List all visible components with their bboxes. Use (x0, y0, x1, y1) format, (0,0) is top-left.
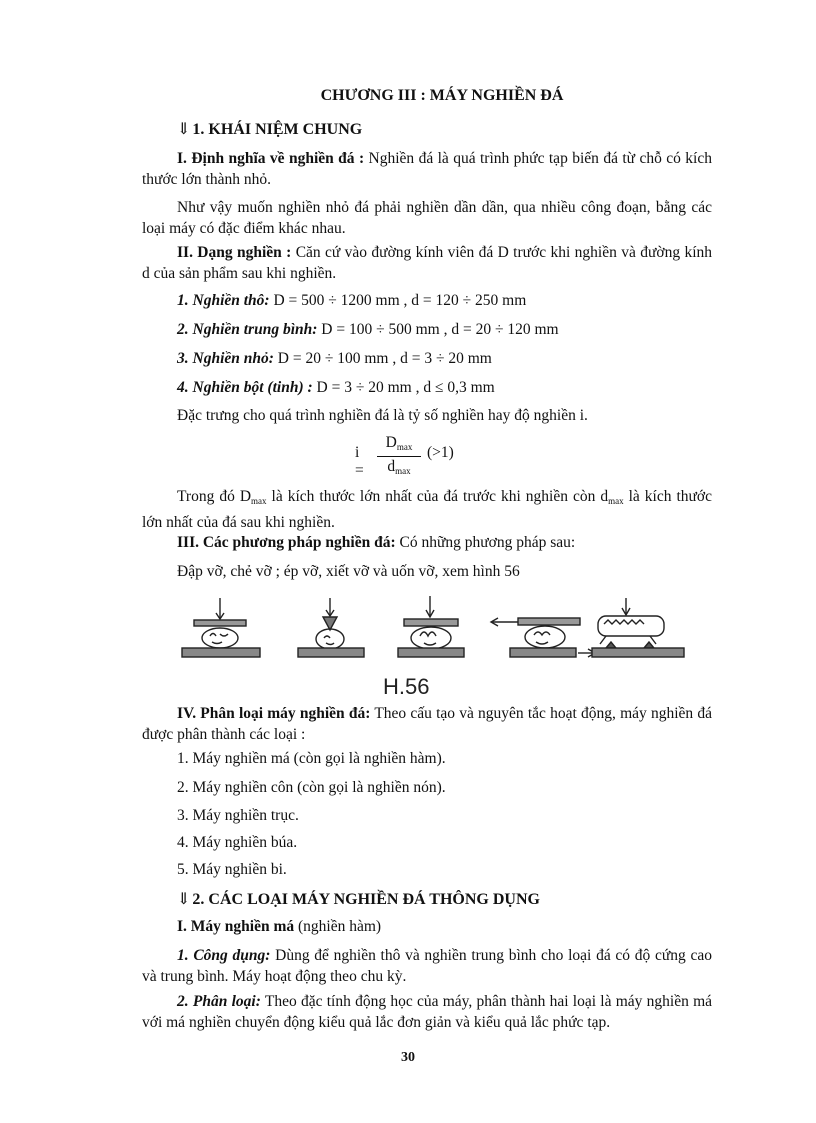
classification-paragraph (142, 703, 712, 745)
methods-text: Có những phương pháp sau: (395, 534, 576, 551)
classification-text: Theo cấu tạo và nguyên tắc hoạt động, máy nghiền đá được phân thành các loại : (142, 705, 712, 743)
page-number: 30 (401, 1050, 415, 1065)
figure-impact (398, 596, 464, 657)
where-paragraph (142, 486, 712, 533)
where-text-c: là kích thước lớn nhất của đá sau khi nghiền. (142, 488, 712, 531)
methods-paragraph (177, 534, 575, 552)
where-sub-a: max (251, 496, 267, 506)
classification2-text: Theo đặc tính động học của máy, phân thành hai loại là máy nghiền má với má nghiền chuyển động kiểu quả lắc đơn giản và kiểu quả lắc phức tạp. (142, 993, 713, 1031)
definition-paragraph (142, 148, 712, 190)
machine-list-item: 3. Máy nghiền trục. (177, 807, 299, 824)
crushing-type-coarse (177, 292, 526, 310)
figure-label: H.56 (383, 674, 430, 699)
crushing-type-powder (177, 379, 495, 397)
crushing-types-paragraph (142, 242, 712, 284)
down-arrow-icon: ⇓ (177, 891, 191, 908)
jaw-crusher-label: I. Máy nghiền má (177, 918, 295, 935)
figure-56-crushing-methods (180, 596, 720, 700)
crushing-type-range: D = 20 ÷ 100 mm , d = 3 ÷ 20 mm (273, 350, 492, 367)
formula-den-var: d (387, 458, 396, 475)
formula-numerator (379, 434, 419, 452)
crushing-types-label: II. Dạng nghiền : (177, 244, 292, 261)
formula-num-var: D (385, 434, 397, 451)
crushing-type-label: 1. Nghiền thô: (177, 292, 270, 309)
where-text-a: Trong đó D (177, 488, 252, 505)
crushing-type-range: D = 3 ÷ 20 mm , d ≤ 0,3 mm (312, 379, 495, 396)
formula-num-sub: max (396, 442, 413, 452)
machine-list-item: 1. Máy nghiền má (còn gọi là nghiền hàm). (177, 750, 446, 767)
classification-label: IV. Phân loại máy nghiền đá: (177, 705, 371, 722)
definition-label: I. Định nghĩa về nghiền đá : (177, 150, 365, 167)
machine-list-item: 5. Máy nghiền bi. (177, 861, 287, 878)
methods-list: Đập vỡ, chẻ vỡ ; ép vỡ, xiết vỡ và uốn vỡ, xem hình 56 (177, 563, 520, 580)
crushing-type-medium (177, 321, 559, 339)
section-heading-2-text: 2. CÁC LOẠI MÁY NGHIỀN ĐÁ THÔNG DỤNG (192, 891, 540, 908)
formula-denominator (379, 458, 419, 476)
crushing-ratio-paragraph: Đặc trưng cho quá trình nghiền đá là tỷ số nghiền hay độ nghiền i. (177, 407, 588, 424)
classification2-label: 2. Phân loại: (177, 993, 261, 1010)
formula-condition: (>1) (427, 444, 454, 461)
crushing-type-label: 4. Nghiền bột (tinh) : (177, 379, 313, 396)
crushing-type-label: 3. Nghiền nhỏ: (177, 350, 274, 367)
figure-attrition (491, 618, 595, 657)
where-sub-b: max (608, 496, 624, 506)
crushing-type-label: 2. Nghiền trung bình: (177, 321, 318, 338)
formula-lhs: i = (355, 444, 364, 479)
crushing-type-range: D = 100 ÷ 500 mm , d = 20 ÷ 120 mm (317, 321, 559, 338)
crushing-type-range: D = 500 ÷ 1200 mm , d = 120 ÷ 250 mm (269, 292, 527, 309)
fraction-bar (377, 456, 421, 457)
definition-text: Nghiền đá là quá trình phức tạp biến đá từ chỗ có kích thước lớn thành nhỏ. (142, 150, 712, 188)
machine-list-item: 4. Máy nghiền búa. (177, 834, 298, 851)
methods-label: III. Các phương pháp nghiền đá: (177, 534, 396, 551)
section-heading-1-text: 1. KHÁI NIỆM CHUNG (192, 121, 363, 138)
down-arrow-icon: ⇓ (177, 121, 191, 138)
use-label: 1. Công dụng: (177, 947, 271, 964)
formula-den-sub: max (395, 466, 411, 476)
where-text-b: là kích thước lớn nhất của đá trước khi nghiền còn d (266, 488, 609, 505)
classification2-paragraph (142, 991, 712, 1033)
chapter-title: CHƯƠNG III : MÁY NGHIỀN ĐÁ (320, 87, 564, 104)
machine-list-item: 2. Máy nghiền côn (còn gọi là nghiền nón). (177, 779, 446, 796)
use-text: Dùng để nghiền thô và nghiền trung bình cho loại đá có độ cứng cao và trung bình. Máy hoạt động theo chu kỳ. (142, 947, 712, 985)
section-heading-2 (177, 889, 540, 909)
jaw-crusher-heading (177, 918, 381, 936)
crushing-types-text: Căn cứ vào đường kính viên đá D trước khi nghiền và đường kính d của sản phẩm sau khi nghiền. (142, 244, 713, 282)
section-heading-1 (177, 119, 362, 139)
figure-compression (182, 598, 260, 657)
jaw-crusher-alias: (nghiền hàm) (294, 918, 382, 935)
use-paragraph (142, 945, 712, 987)
gradual-crushing-paragraph: Như vậy muốn nghiền nhỏ đá phải nghiền dần dần, qua nhiều công đoạn, bằng các loại máy có đặc điểm khác nhau. (142, 199, 712, 237)
figure-splitting (298, 598, 364, 657)
figure-bending (592, 598, 684, 657)
crushing-type-fine (177, 350, 492, 368)
